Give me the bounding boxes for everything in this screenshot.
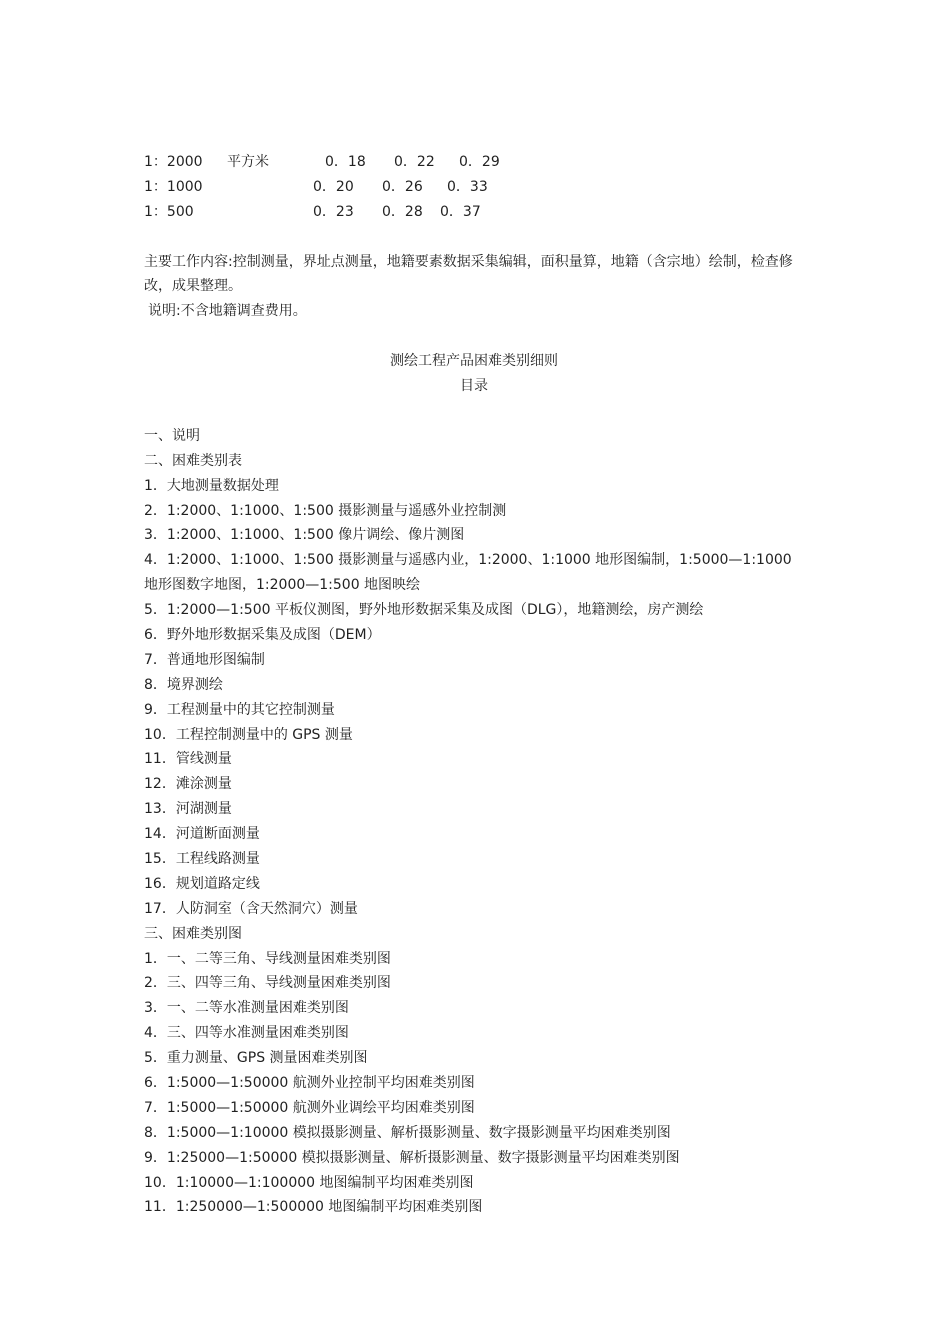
scale-cell: 1：1000 bbox=[144, 178, 203, 195]
price-row-1000 bbox=[144, 175, 804, 200]
toc-item: 一、说明 bbox=[144, 427, 200, 444]
toc-item: 2．三、四等三角、导线测量困难类别图 bbox=[144, 975, 391, 992]
toc-item: 6．1:5000—1:50000 航测外业控制平均困难类别图 bbox=[144, 1075, 475, 1092]
value-cell: 0．20 bbox=[313, 178, 354, 195]
toc-item: 11．1:250000—1:500000 地图编制平均困难类别图 bbox=[144, 1199, 483, 1216]
toc-title: 目录 bbox=[460, 378, 488, 395]
toc-item: 9．1:25000—1:50000 模拟摄影测量、解析摄影测量、数字摄影测量平均困难类别图 bbox=[144, 1149, 680, 1166]
price-row-2000 bbox=[144, 150, 804, 175]
toc-item: 11．管线测量 bbox=[144, 751, 232, 768]
toc-item: 8．境界测绘 bbox=[144, 676, 223, 693]
value-cell: 0．18 bbox=[325, 154, 366, 170]
price-row-500 bbox=[144, 200, 804, 225]
toc-item: 8．1:5000—1:10000 模拟摄影测量、解析摄影测量、数字摄影测量平均困难类别图 bbox=[144, 1124, 671, 1141]
scale-cell: 1：2000 bbox=[144, 154, 203, 170]
unit-cell: 平方米 bbox=[227, 154, 269, 170]
toc-item: 14．河道断面测量 bbox=[144, 826, 260, 843]
value-cell: 0．26 bbox=[382, 178, 423, 195]
toc-item: 3．1:2000、1:1000、1:500 像片调绘、像片测图 bbox=[144, 527, 465, 544]
toc-item: 三、困难类别图 bbox=[144, 925, 242, 942]
toc-item: 4．三、四等水准测量困难类别图 bbox=[144, 1025, 349, 1042]
toc-item: 2．1:2000、1:1000、1:500 摄影测量与遥感外业控制测 bbox=[144, 502, 507, 519]
value-cell: 0．33 bbox=[447, 178, 488, 195]
value-cell: 0．28 bbox=[382, 203, 423, 220]
toc-item: 15．工程线路测量 bbox=[144, 851, 260, 867]
toc-item: 9．工程测量中的其它控制测量 bbox=[144, 701, 335, 718]
value-cell: 0．22 bbox=[394, 154, 435, 170]
toc-item: 12．滩涂测量 bbox=[144, 776, 232, 793]
toc-item: 3．一、二等水准测量困难类别图 bbox=[144, 1000, 349, 1017]
toc-item: 4．1:2000、1:1000、1:500 摄影测量与遥感内业，1:2000、1:1000 地形图编制，1:5000—1:1000 地形图数字地图，1:2000—1:500 地图映绘 bbox=[144, 552, 792, 594]
value-cell: 0．29 bbox=[459, 154, 500, 170]
toc-item: 7．普通地形图编制 bbox=[144, 651, 265, 668]
main-work-paragraph: 主要工作内容:控制测量，界址点测量，地籍要素数据采集编辑，面积量算，地籍（含宗地）绘制，检查修改，成果整理。 bbox=[144, 253, 793, 295]
toc-item: 17．人防洞室（含天然洞穴）测量 bbox=[144, 900, 358, 917]
scale-cell: 1：500 bbox=[144, 203, 194, 220]
toc-item: 5．1:2000—1:500 平板仪测图，野外地形数据采集及成图（DLG），地籍测绘，房产测绘 bbox=[144, 602, 704, 619]
value-cell: 0．23 bbox=[313, 203, 354, 220]
toc-item: 7．1:5000—1:50000 航测外业调绘平均困难类别图 bbox=[144, 1099, 475, 1116]
toc-item: 10．工程控制测量中的 GPS 测量 bbox=[144, 726, 353, 743]
toc-item: 二、困难类别表 bbox=[144, 452, 242, 469]
value-cell: 0．37 bbox=[440, 203, 481, 220]
document-page bbox=[144, 150, 804, 1220]
note-text: 说明:不含地籍调查费用。 bbox=[148, 303, 307, 320]
document-title: 测绘工程产品困难类别细则 bbox=[390, 353, 558, 370]
toc-item: 1．一、二等三角、导线测量困难类别图 bbox=[144, 950, 391, 967]
toc-item: 16．规划道路定线 bbox=[144, 875, 260, 892]
toc-item: 5．重力测量、GPS 测量困难类别图 bbox=[144, 1050, 368, 1067]
toc-item: 6．野外地形数据采集及成图（DEM） bbox=[144, 626, 381, 643]
toc-item: 1．大地测量数据处理 bbox=[144, 477, 279, 494]
toc-item: 13．河湖测量 bbox=[144, 801, 232, 818]
toc-list bbox=[144, 424, 804, 1221]
toc-item: 10．1:10000—1:100000 地图编制平均困难类别图 bbox=[144, 1174, 474, 1191]
